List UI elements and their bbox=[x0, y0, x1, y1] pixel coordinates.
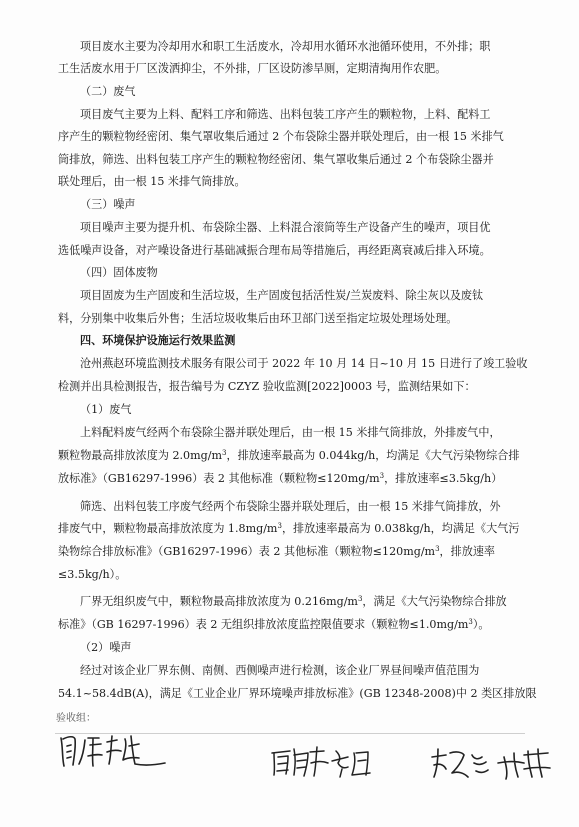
paragraph-line: 标准》（GB 16297-1996）表 2 无组织排放浓度监控限值要求（颗粒物$\le 1.0mg/m^3$）。 bbox=[58, 618, 490, 631]
section-heading: （二）废气 bbox=[80, 85, 136, 98]
paragraph-line: 料，分别集中收集后外售；生活垃圾收集后由环卫部门送至指定垃圾处理场处理。 bbox=[58, 312, 458, 325]
section-heading: （1）废气 bbox=[80, 403, 132, 416]
paragraph-line: 项目噪声主要为提升机、布袋除尘器、上料混合滚筒等生产设备产生的噪声，项目优 bbox=[80, 221, 491, 234]
paragraph-line: 工生活废水用于厂区泼洒抑尘，不外排，厂区设防渗旱厕，定期清掏用作农肥。 bbox=[58, 62, 447, 75]
paragraph-line: 项目废气主要为上料、配料工序和筛选、出料包装工序产生的颗粒物，上料、配料工 bbox=[80, 108, 491, 121]
section-heading: （2）噪声 bbox=[80, 641, 132, 654]
paragraph-line: 厂界无组织废气中，颗粒物最高排放浓度为 $0.216mg/m^3$，满足《大气污染物综合排放 bbox=[80, 595, 507, 608]
paragraph-line: 排废气中，颗粒物最高排放浓度为 $1.8mg/m^3$，排放速率最高为 0.038kg/h，均满足《大气污 bbox=[58, 522, 520, 535]
paragraph-line: 放标准》（GB16297-1996）表 2 其他标准（颗粒物$\le 120mg/m^3$，排放速率≤3.5kg/h） bbox=[58, 472, 503, 485]
paragraph-line: 54.1~58.4dB(A)，满足《工业企业厂界环境噪声排放标准》(GB 12348-2008)中 2 类区排放限 bbox=[58, 687, 537, 700]
paragraph-line: 检测并出具检测报告，报告编号为 CZYZ 验收监测[2022]0003 号，监测结果如下： bbox=[58, 380, 476, 393]
paragraph-line: ≤3.5kg/h）。 bbox=[58, 568, 127, 581]
signature-2 bbox=[268, 743, 378, 781]
paragraph-line: 联处理后，由一根 15 米排气筒排放。 bbox=[58, 175, 246, 188]
paragraph-line: 项目废水主要为冷却用水和职工生活废水，冷却用水循环水池循环使用，不外排；职 bbox=[80, 40, 491, 53]
paragraph-line: 染物综合排放标准》（GB16297-1996）表 2 其他标准（颗粒物$\le 120mg/m^3$，排放速率 bbox=[58, 545, 496, 558]
paragraph-line: 选低噪声设备，对产噪设备进行基础减振合理布局等措施后，再经距离衰减后排入环境。 bbox=[58, 244, 491, 257]
chapter-heading: 四、环境保护设施运行效果监测 bbox=[80, 334, 236, 347]
signature-1 bbox=[55, 730, 170, 772]
paragraph-line: 经过对该企业厂界东侧、南侧、西侧噪声进行检测，该企业厂界昼间噪声值范围为 bbox=[80, 664, 480, 677]
signature-3 bbox=[428, 743, 553, 783]
paragraph-line: 筛选、出料包装工序废气经两个布袋除尘器并联处理后，由一根 15 米排气筒排放，外 bbox=[80, 500, 501, 513]
paragraph-line: 序产生的颗粒物经密闭、集气罩收集后通过 2 个布袋除尘器并联处理后，由一根 15 米排气 bbox=[58, 130, 504, 143]
paragraph-line: 筒排放，筛选、出料包装工序产生的颗粒物经密闭、集气罩收集后通过 2 个布袋除尘器并 bbox=[58, 153, 494, 166]
paragraph-line: 沧州燕赵环境监测技术服务有限公司于 2022 年 10 月 14 日~10 月 15 日进行了竣工验收 bbox=[80, 357, 528, 370]
acceptance-group-label: 验收组： bbox=[56, 713, 96, 724]
paragraph-line: 上料配料废气经两个布袋除尘器并联处理后，由一根 15 米排气筒排放，外排废气中， bbox=[80, 426, 501, 439]
section-heading: （四）固体废物 bbox=[80, 266, 158, 279]
section-heading: （三）噪声 bbox=[80, 198, 136, 211]
paragraph-line: 颗粒物最高排放浓度为 $2.0mg/m^3$，排放速率最高为 0.044kg/h，均满足《大气污染物综合排 bbox=[58, 449, 520, 462]
paragraph-line: 项目固废为生产固废和生活垃圾，生产固废包括活性炭/兰炭废料、除尘灰以及废钛 bbox=[80, 289, 484, 302]
